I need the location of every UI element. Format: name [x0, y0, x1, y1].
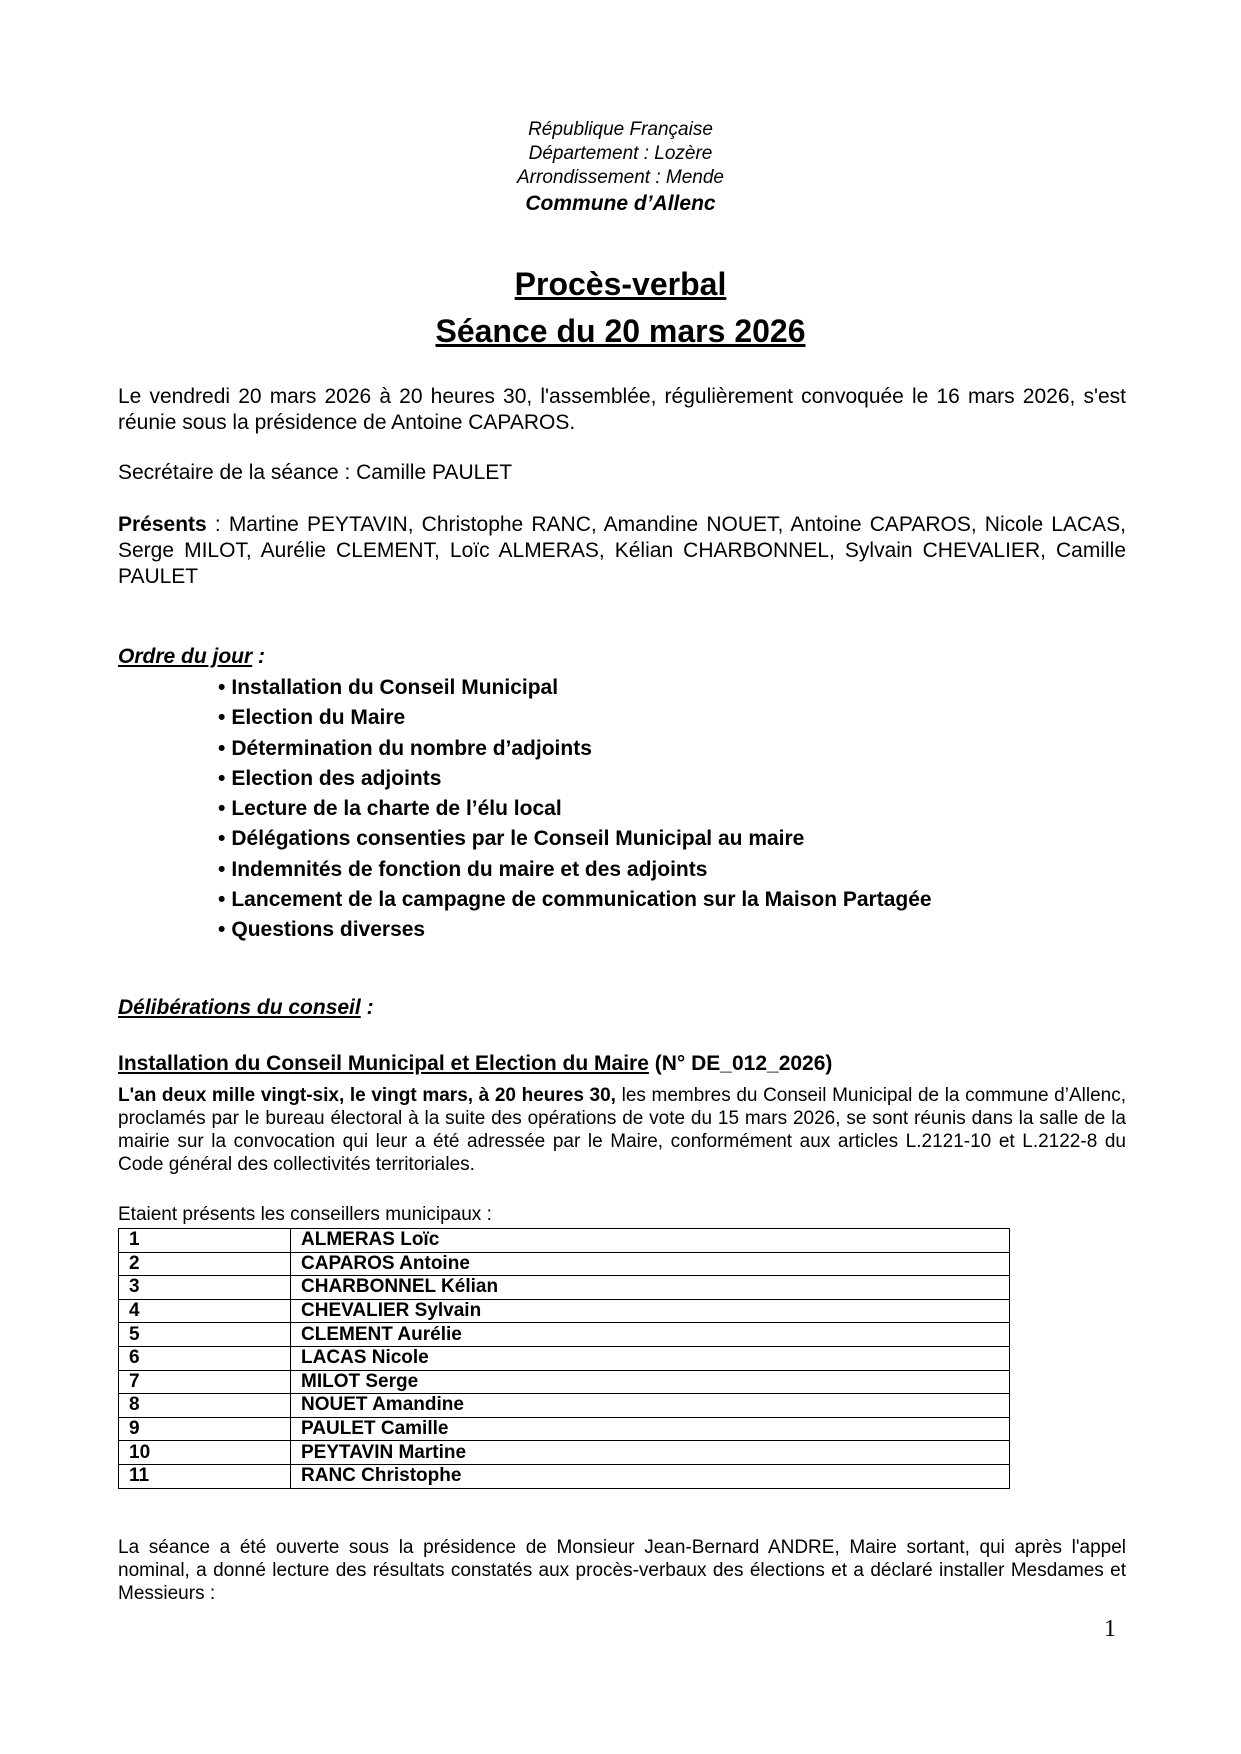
councillor-name: CHARBONNEL Kélian: [291, 1276, 1010, 1300]
agenda-item-text: Délégations consenties par le Conseil Municipal au maire: [231, 827, 805, 851]
header-arrondissement: Arrondissement : Mende: [517, 167, 724, 188]
header-republique: République Française: [528, 119, 713, 140]
councillor-name: CAPAROS Antoine: [291, 1252, 1010, 1276]
councillor-number: 7: [119, 1370, 291, 1394]
agenda-item: [218, 915, 932, 945]
councillor-name: ALMERAS Loïc: [291, 1229, 1010, 1253]
bullet-icon: •: [218, 827, 226, 851]
table-row: [119, 1370, 1010, 1394]
agenda-item: [218, 885, 932, 915]
table-row: [119, 1464, 1010, 1488]
agenda-item: [218, 703, 932, 733]
agenda-item-text: Installation du Conseil Municipal: [231, 676, 559, 699]
councillor-name: PAULET Camille: [291, 1417, 1010, 1441]
agenda-heading: [118, 645, 265, 669]
deliberations-heading-colon: :: [360, 996, 374, 1019]
agenda-item-text: Détermination du nombre d’adjoints: [231, 736, 592, 760]
councillor-number: 9: [119, 1417, 291, 1441]
document-subtitle: Séance du 20 mars 2026: [435, 313, 806, 349]
agenda-item-text: Election du Maire: [231, 706, 406, 730]
deliberations-heading: [118, 996, 374, 1020]
agenda-heading-colon: :: [252, 645, 266, 668]
installation-lead: L'an deux mille vingt-six, le vingt mars, à 20 heures 30,: [118, 1085, 616, 1106]
seance-paragraph: La séance a été ouverte sous la présidence de Monsieur Jean-Bernard ANDRE, Maire sortant, qui après l'appel nominal, a donné lecture des résultats constatés aux procès-verbaux des élections et a déclaré installer Mesdames et Messieurs :: [118, 1537, 1126, 1604]
councillor-number: 4: [119, 1299, 291, 1323]
presents-paragraph: [118, 512, 1126, 590]
deliberation-reference: (N° DE_012_2026): [648, 1052, 833, 1075]
table-row: [119, 1299, 1010, 1323]
table-row: [119, 1276, 1010, 1300]
table-row: [119, 1346, 1010, 1370]
councillor-name: MILOT Serge: [291, 1370, 1010, 1394]
agenda-item-text: Questions diverses: [231, 918, 426, 942]
table-row: [119, 1417, 1010, 1441]
agenda-item: [218, 855, 932, 885]
councillor-number: 2: [119, 1252, 291, 1276]
deliberations-heading-text: Délibérations du conseil: [118, 996, 361, 1019]
table-row: [119, 1441, 1010, 1465]
councillor-name: NOUET Amandine: [291, 1394, 1010, 1418]
councillor-number: 6: [119, 1346, 291, 1370]
installation-body: les membres du Conseil Municipal de la commune d’Allenc, proclamés par le bureau électoral à la suite des opérations de vote du 15 mars 2026, se sont réunis dans la salle de la mairie sur la convocation qui leur a été adressée par le Maire, conformément aux articles L.2121-10 et L.2122-8 du Code général des collectivités territoriales.: [118, 1085, 1126, 1175]
councillor-name: PEYTAVIN Martine: [291, 1441, 1010, 1465]
councillor-name: LACAS Nicole: [291, 1346, 1010, 1370]
agenda-item: [218, 794, 932, 824]
installation-paragraph: [118, 1084, 1126, 1176]
table-row: [119, 1229, 1010, 1253]
agenda-item-text: Election des adjoints: [231, 766, 442, 790]
councillor-number: 10: [119, 1441, 291, 1465]
table-row: [119, 1394, 1010, 1418]
deliberation-title-text: Installation du Conseil Municipal et Election du Maire: [118, 1052, 649, 1075]
councillor-number: 3: [119, 1276, 291, 1300]
bullet-icon: •: [218, 857, 226, 881]
councillor-number: 11: [119, 1464, 291, 1488]
councillor-number: 1: [119, 1229, 291, 1253]
secretary-line: Secrétaire de la séance : Camille PAULET: [118, 461, 513, 484]
councillor-name: CLEMENT Aurélie: [291, 1323, 1010, 1347]
bullet-icon: •: [218, 736, 226, 760]
agenda-item-text: Indemnités de fonction du maire et des adjoints: [231, 857, 708, 881]
agenda-heading-text: Ordre du jour: [118, 645, 253, 668]
agenda-item-text: Lancement de la campagne de communication sur la Maison Partagée: [231, 888, 932, 912]
bullet-icon: •: [218, 918, 226, 942]
councillor-number: 5: [119, 1323, 291, 1347]
bullet-icon: •: [218, 888, 226, 912]
agenda-item: [218, 734, 932, 764]
header-departement: Département : Lozère: [528, 143, 713, 164]
document-title: Procès-verbal: [514, 266, 727, 302]
bullet-icon: •: [218, 766, 226, 790]
bullet-icon: •: [218, 706, 226, 730]
bullet-icon: •: [218, 797, 226, 821]
header-commune: Commune d’Allenc: [525, 192, 716, 215]
intro-paragraph: Le vendredi 20 mars 2026 à 20 heures 30, l'assemblée, régulièrement convoquée le 16 mars 2026, s'est réunie sous la présidence de Antoine CAPAROS.: [118, 385, 1126, 434]
agenda-item-text: Lecture de la charte de l’élu local: [231, 797, 562, 821]
councillor-name: RANC Christophe: [291, 1464, 1010, 1488]
table-row: [119, 1323, 1010, 1347]
deliberation-title: [118, 1052, 832, 1076]
agenda-item: [218, 824, 932, 854]
table-row: [119, 1252, 1010, 1276]
agenda-list: [218, 673, 932, 946]
councillor-name: CHEVALIER Sylvain: [291, 1299, 1010, 1323]
bullet-icon: •: [218, 676, 226, 699]
councillors-table: [118, 1228, 1010, 1489]
agenda-item: [218, 673, 932, 703]
presents-list: : Martine PEYTAVIN, Christophe RANC, Amandine NOUET, Antoine CAPAROS, Nicole LACAS, Serge MILOT, Aurélie CLEMENT, Loïc ALMERAS, Kélian CHARBONNEL, Sylvain CHEVALIER, Camille PAULET: [118, 513, 1126, 588]
agenda-item: [218, 764, 932, 794]
page-number: 1: [1104, 1616, 1116, 1642]
present-councillors-label: Etaient présents les conseillers municipaux :: [118, 1204, 492, 1225]
document-header: [0, 118, 1241, 217]
councillor-number: 8: [119, 1394, 291, 1418]
presents-label: Présents: [118, 513, 207, 536]
